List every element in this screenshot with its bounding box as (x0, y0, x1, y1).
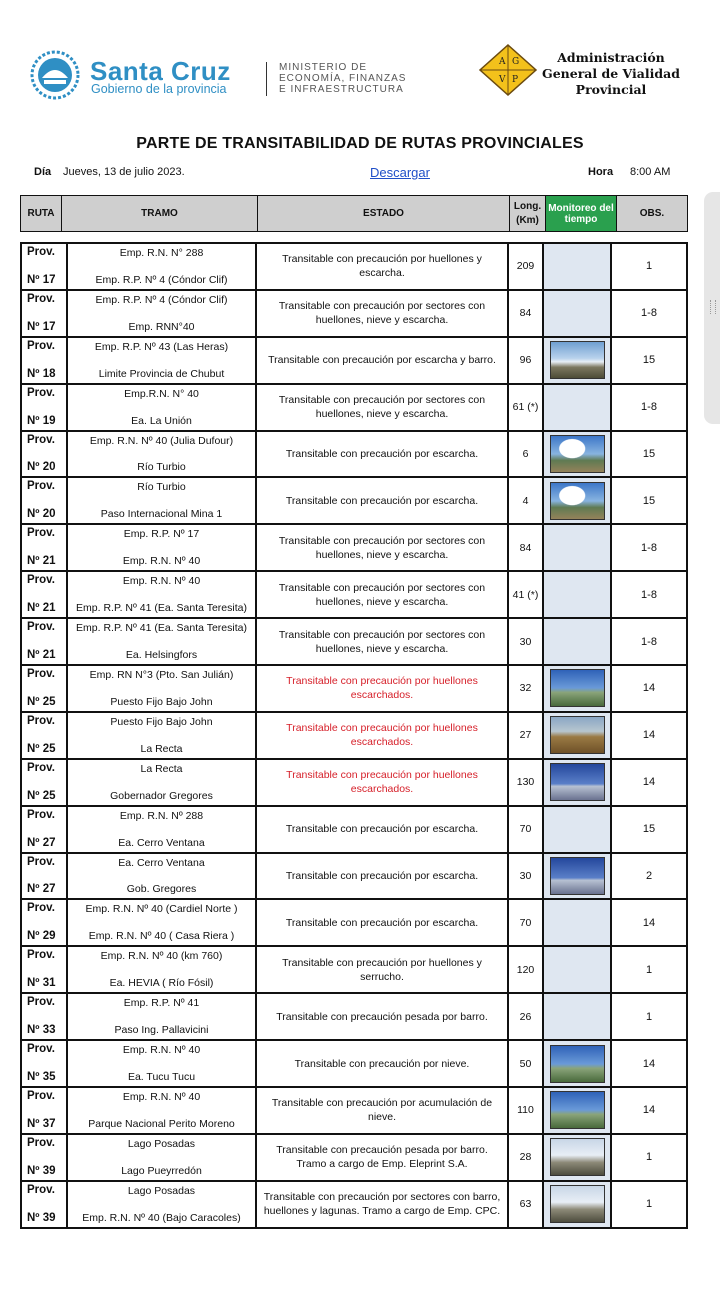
monitoreo-cell (544, 900, 612, 945)
long-cell: 110 (509, 1088, 544, 1133)
ruta-cell (22, 432, 68, 477)
header-monitoreo (546, 196, 617, 231)
monitoreo-cell (544, 947, 612, 992)
tramo-cell (68, 1135, 257, 1180)
tramo-to: Ea. Helsingfors (125, 649, 198, 662)
ruta-cell (22, 572, 68, 617)
long-cell: 50 (509, 1041, 544, 1086)
ruta-prefix: Prov. (27, 855, 55, 868)
tramo-from: Emp. R.N. Nº 40 (km 760) (100, 950, 223, 963)
tramo-to: Emp. R.N. Nº 40 (Bajo Caracoles) (82, 1211, 241, 1224)
tramo-cell (68, 900, 257, 945)
ruta-number: Nº 39 (27, 1211, 56, 1224)
table-row (22, 244, 686, 291)
estado-cell: Transitable con precaución por huellones y escarcha. (257, 244, 509, 289)
ruta-number: Nº 35 (27, 1071, 56, 1084)
long-cell: 96 (509, 338, 544, 383)
long-cell: 41 (*) (509, 572, 544, 617)
obs-cell: 1 (645, 260, 653, 273)
tramo-to: Puesto Fijo Bajo John (110, 695, 213, 708)
obs-cell: 14 (642, 776, 656, 789)
monitoreo-cell (544, 1088, 612, 1133)
ruta-number: Nº 25 (27, 742, 56, 755)
ruta-prefix: Prov. (27, 480, 55, 493)
tramo-cell (68, 1041, 257, 1086)
ruta-prefix: Prov. (27, 668, 55, 681)
ruta-number: Nº 39 (27, 1164, 56, 1177)
tramo-from: Emp. R.N. N° 288 (119, 247, 204, 259)
ruta-cell (22, 947, 68, 992)
agency-line-3: Provincial (575, 82, 647, 97)
tramo-from: Emp. R.N. Nº 40 (122, 1091, 201, 1104)
ruta-number: Nº 21 (27, 649, 56, 662)
monitoreo-cell (544, 1041, 612, 1086)
ruta-number: Nº 21 (27, 602, 56, 615)
hour-value: 8:00 AM (630, 166, 671, 178)
ruta-prefix: Prov. (27, 574, 55, 587)
ruta-number: Nº 19 (27, 414, 56, 427)
estado-cell: Transitable con precaución por escarcha. (257, 900, 509, 945)
agvp-letter-p: P (512, 75, 519, 85)
tramo-from: Emp. R.N. Nº 288 (119, 809, 204, 822)
table-header (20, 195, 688, 232)
table-row (22, 619, 686, 666)
long-cell: 61 (*) (509, 385, 544, 430)
ruta-cell (22, 1088, 68, 1133)
ruta-number: Nº 29 (27, 930, 56, 943)
tramo-from: Emp.R.N. N° 40 (124, 387, 199, 400)
long-cell: 70 (509, 807, 544, 852)
tramo-to: Emp. R.P. Nº 41 (Ea. Santa Teresita) (76, 602, 247, 615)
table-row (22, 385, 686, 432)
tramo-from: Río Turbio (137, 481, 186, 494)
table-row (22, 1041, 686, 1088)
monitoreo-cell (544, 760, 612, 805)
day-label: Día (34, 166, 52, 178)
ruta-prefix: Prov. (27, 761, 55, 774)
long-cell: 6 (509, 432, 544, 477)
ruta-number: Nº 20 (27, 508, 56, 521)
ruta-cell (22, 244, 68, 289)
ruta-cell (22, 385, 68, 430)
table-row (22, 807, 686, 854)
tramo-from: Lago Posadas (127, 1137, 196, 1150)
tramo-cell (68, 291, 257, 336)
ruta-cell (22, 666, 68, 711)
long-cell: 26 (509, 994, 544, 1039)
long-cell: 84 (509, 291, 544, 336)
ministry-line-2: ECONOMÍA, FINANZAS (279, 73, 407, 84)
tramo-to: Gobernador Gregores (110, 789, 213, 802)
estado-cell: Transitable con precaución pesada por barro. Tramo a cargo de Emp. Eleprint S.A. (257, 1135, 509, 1180)
santa-cruz-shield-icon (30, 50, 80, 100)
document-title: PARTE DE TRANSITABILIDAD DE RUTAS PROVINCIALES (136, 135, 584, 152)
long-cell: 30 (509, 619, 544, 664)
tramo-cell (68, 385, 257, 430)
tramo-from: Emp. R.P. Nº 41 (123, 997, 200, 1010)
ruta-cell (22, 478, 68, 523)
long-cell: 120 (509, 947, 544, 992)
estado-cell: Transitable con precaución por escarcha. (257, 854, 509, 899)
table-row (22, 947, 686, 994)
obs-cell: 1 (645, 1198, 653, 1211)
obs-cell: 15 (642, 354, 656, 367)
table-row (22, 525, 686, 572)
obs-cell: 1-8 (641, 635, 657, 648)
ruta-cell (22, 807, 68, 852)
monitoreo-cell (544, 338, 612, 383)
weather-camera-thumbnail[interactable] (550, 1138, 605, 1176)
monitoreo-cell (544, 807, 612, 852)
monitoreo-cell (544, 994, 612, 1039)
tramo-from: Emp. R.N. Nº 40 (122, 575, 201, 588)
grip-icon (710, 300, 716, 314)
ruta-cell (22, 1182, 68, 1227)
obs-cell: 14 (642, 729, 656, 742)
ruta-prefix: Prov. (27, 1183, 55, 1196)
ruta-cell (22, 854, 68, 899)
table-row (22, 291, 686, 338)
obs-cell: 15 (642, 448, 656, 460)
tramo-to: Limite Provincia de Chubut (98, 367, 225, 380)
table-row (22, 1135, 686, 1182)
obs-cell: 14 (642, 1057, 656, 1070)
tramo-cell (68, 338, 257, 383)
header-monitoreo-line-1: Monitoreo del (548, 202, 614, 214)
table-row (22, 666, 686, 713)
ruta-cell (22, 994, 68, 1039)
header-long-line-1: Long. (513, 200, 542, 212)
ruta-cell (22, 291, 68, 336)
monitoreo-cell (544, 432, 612, 477)
header-tramo: TRAMO (62, 196, 258, 231)
obs-cell: 14 (642, 916, 656, 929)
tramo-cell (68, 760, 257, 805)
estado-cell: Transitable con precaución por huellones y serrucho. (257, 947, 509, 992)
long-cell: 4 (509, 478, 544, 523)
tramo-to: Río Turbio (137, 461, 186, 474)
ministry-label (279, 62, 406, 95)
obs-cell: 1-8 (641, 401, 657, 414)
ruta-prefix: Prov. (27, 808, 55, 821)
ruta-number: Nº 17 (27, 273, 56, 286)
weather-camera-thumbnail[interactable] (550, 435, 605, 473)
tramo-from: La Recta (140, 762, 183, 775)
long-cell: 130 (509, 760, 544, 805)
ruta-number: Nº 17 (27, 320, 56, 333)
tramo-from: Emp. R.N. Nº 40 (Julia Dufour) (89, 434, 234, 447)
agvp-letter-v: V (499, 75, 506, 85)
agvp-letter-g: G (512, 57, 520, 67)
agency-name (540, 50, 682, 98)
estado-cell: Transitable con precaución por escarcha. (257, 478, 509, 523)
table-row (22, 572, 686, 619)
ruta-number: Nº 27 (27, 836, 56, 849)
ministry-line-1: MINISTERIO DE (279, 62, 368, 73)
table-row (22, 478, 686, 525)
tramo-to: Ea. HEVIA ( Río Fósil) (109, 977, 214, 990)
tramo-from: Emp. R.N. Nº 40 (122, 1044, 201, 1057)
estado-cell: Transitable con precaución por escarcha. (257, 807, 509, 852)
obs-cell: 2 (645, 870, 653, 883)
estado-cell: Transitable con precaución por sectores con huellones, nieve y escarcha. (257, 385, 509, 430)
tramo-to: Gob. Gregores (126, 883, 197, 896)
ruta-number: Nº 18 (27, 367, 56, 380)
obs-cell: 1-8 (641, 541, 657, 554)
tramo-cell (68, 854, 257, 899)
header-estado: ESTADO (258, 196, 510, 231)
estado-cell: Transitable con precaución por sectores con barro, huellones y lagunas. Tramo a cargo de Emp. CPC. (257, 1182, 509, 1227)
tramo-to: Ea. La Unión (131, 414, 192, 427)
header-divider (266, 62, 267, 96)
monitoreo-cell (544, 1135, 612, 1180)
tramo-cell (68, 1088, 257, 1133)
table-row (22, 338, 686, 385)
agvp-diamond-logo-icon (478, 44, 538, 96)
weather-camera-thumbnail[interactable] (550, 669, 605, 707)
ruta-prefix: Prov. (27, 292, 55, 305)
table-row (22, 854, 686, 901)
obs-cell: 15 (642, 823, 656, 836)
estado-cell: Transitable con precaución por acumulación de nieve. (257, 1088, 509, 1133)
ruta-prefix: Prov. (27, 246, 55, 258)
ruta-prefix: Prov. (27, 1043, 55, 1056)
ruta-prefix: Prov. (27, 1136, 55, 1149)
monitoreo-cell (544, 525, 612, 570)
ruta-cell (22, 1041, 68, 1086)
tramo-cell (68, 994, 257, 1039)
ruta-prefix: Prov. (27, 527, 55, 540)
ruta-number: Nº 27 (27, 883, 56, 896)
tramo-cell (68, 572, 257, 617)
tramo-to: Parque Nacional Perito Moreno (88, 1117, 235, 1130)
table-row (22, 1182, 686, 1227)
monitoreo-cell (544, 291, 612, 336)
tramo-from: Puesto Fijo Bajo John (110, 715, 213, 728)
monitoreo-cell (544, 385, 612, 430)
ruta-cell (22, 713, 68, 758)
ruta-number: Nº 31 (27, 977, 56, 990)
tramo-to: Emp. RNN°40 (128, 320, 195, 333)
weather-camera-thumbnail[interactable] (550, 857, 605, 895)
monitoreo-cell (544, 619, 612, 664)
obs-cell: 1-8 (641, 307, 657, 320)
document-header (0, 0, 720, 120)
tramo-cell (68, 619, 257, 664)
ruta-prefix: Prov. (27, 902, 55, 915)
tramo-to: Ea. Cerro Ventana (118, 836, 205, 849)
obs-cell: 15 (642, 494, 656, 507)
obs-cell: 1 (645, 1151, 653, 1164)
estado-cell: Transitable con precaución por huellones escarchados. (257, 666, 509, 711)
weather-camera-thumbnail[interactable] (550, 763, 605, 801)
long-cell: 32 (509, 666, 544, 711)
tramo-from: Emp. R.P. Nº 43 (Las Heras) (94, 340, 229, 353)
weather-camera-thumbnail[interactable] (550, 341, 605, 379)
ruta-number: Nº 25 (27, 695, 56, 708)
hour-label: Hora (588, 166, 614, 178)
obs-cell: 1-8 (641, 588, 657, 601)
long-cell: 70 (509, 900, 544, 945)
tramo-from: Emp. R.N. Nº 40 (Cardiel Norte ) (85, 903, 238, 916)
ruta-prefix: Prov. (27, 433, 55, 446)
tramo-cell (68, 807, 257, 852)
monitoreo-cell (544, 666, 612, 711)
tramo-from: Emp. R.P. Nº 17 (123, 528, 200, 541)
tramo-from: Emp. R.P. Nº 4 (Cóndor Clif) (95, 293, 228, 306)
tramo-cell (68, 244, 257, 289)
long-cell: 27 (509, 713, 544, 758)
agency-line-2: General de Vialidad (542, 66, 680, 81)
agvp-letter-a: A (499, 57, 506, 67)
tramo-to: Paso Ing. Pallavicini (114, 1024, 209, 1037)
tramo-to: Emp. R.P. Nº 4 (Cóndor Clif) (95, 273, 228, 286)
tramo-from: Lago Posadas (127, 1184, 196, 1197)
monitoreo-cell (544, 854, 612, 899)
estado-cell: Transitable con precaución por escarcha y barro. (257, 338, 509, 383)
header-monitoreo-line-2: tiempo (564, 213, 598, 225)
tramo-cell (68, 947, 257, 992)
estado-cell: Transitable con precaución por sectores con huellones, nieve y escarcha. (257, 572, 509, 617)
ruta-cell (22, 900, 68, 945)
ruta-prefix: Prov. (27, 949, 55, 962)
monitoreo-cell (544, 713, 612, 758)
tramo-to: Ea. Tucu Tucu (127, 1071, 196, 1084)
monitoreo-cell (544, 244, 612, 289)
tramo-from: Emp. R.P. Nº 41 (Ea. Santa Teresita) (76, 622, 247, 635)
estado-cell: Transitable con precaución pesada por barro. (257, 994, 509, 1039)
estado-cell: Transitable con precaución por sectores con huellones, nieve y escarcha. (257, 291, 509, 336)
table-row (22, 1088, 686, 1135)
ruta-cell (22, 760, 68, 805)
ruta-prefix: Prov. (27, 386, 55, 399)
ruta-prefix: Prov. (27, 621, 55, 634)
weather-camera-thumbnail[interactable] (550, 716, 605, 754)
ruta-number: Nº 20 (27, 461, 56, 474)
tramo-cell (68, 666, 257, 711)
ruta-cell (22, 1135, 68, 1180)
tramo-cell (68, 432, 257, 477)
obs-cell: 1 (645, 1010, 653, 1023)
long-cell: 209 (509, 244, 544, 289)
ministry-line-3: E INFRAESTRUCTURA (279, 84, 404, 95)
header-long (510, 196, 546, 231)
table-row (22, 994, 686, 1041)
ruta-number: Nº 21 (27, 555, 56, 568)
province-subtitle: Gobierno de la provincia (91, 82, 227, 96)
tramo-to: La Recta (140, 742, 183, 755)
estado-cell: Transitable con precaución por huellones escarchados. (257, 713, 509, 758)
weather-camera-thumbnail[interactable] (550, 482, 605, 520)
tramo-to: Lago Pueyrredón (121, 1164, 202, 1177)
ruta-number: Nº 33 (27, 1024, 56, 1037)
routes-table (20, 242, 688, 1229)
ruta-cell (22, 525, 68, 570)
table-row (22, 760, 686, 807)
tramo-cell (68, 478, 257, 523)
long-cell: 28 (509, 1135, 544, 1180)
monitoreo-cell (544, 478, 612, 523)
ruta-number: Nº 37 (27, 1117, 56, 1130)
tramo-to: Paso Internacional Mina 1 (100, 508, 223, 521)
header-ruta: RUTA (21, 196, 62, 231)
ruta-cell (22, 619, 68, 664)
estado-cell: Transitable con precaución por sectores con huellones, nieve y escarcha. (257, 619, 509, 664)
estado-cell: Transitable con precaución por huellones escarchados. (257, 760, 509, 805)
province-name: Santa Cruz (90, 56, 231, 86)
weather-camera-thumbnail[interactable] (550, 1091, 605, 1129)
table-row (22, 900, 686, 947)
ruta-prefix: Prov. (27, 996, 55, 1009)
weather-camera-thumbnail[interactable] (550, 1185, 605, 1223)
tramo-from: Ea. Cerro Ventana (118, 856, 205, 869)
estado-cell: Transitable con precaución por sectores con huellones, nieve y escarcha. (257, 525, 509, 570)
monitoreo-cell (544, 1182, 612, 1227)
day-value: Jueves, 13 de julio 2023. (63, 166, 185, 178)
long-cell: 30 (509, 854, 544, 899)
tramo-to: Emp. R.N. Nº 40 ( Casa Riera ) (88, 930, 235, 943)
agency-line-1: Administración (557, 50, 665, 65)
obs-cell: 14 (642, 682, 656, 695)
header-long-line-2: (Km) (516, 214, 539, 226)
long-cell: 63 (509, 1182, 544, 1227)
obs-cell: 1 (645, 963, 653, 976)
obs-cell: 14 (642, 1104, 656, 1117)
estado-cell: Transitable con precaución por escarcha. (257, 432, 509, 477)
table-row (22, 432, 686, 479)
ruta-prefix: Prov. (27, 339, 55, 352)
ruta-cell (22, 338, 68, 383)
header-obs: OBS. (617, 196, 687, 231)
ruta-number: Nº 25 (27, 789, 56, 802)
ruta-prefix: Prov. (27, 714, 55, 727)
table-row (22, 713, 686, 760)
estado-cell: Transitable con precaución por nieve. (257, 1041, 509, 1086)
tramo-cell (68, 525, 257, 570)
tramo-to: Emp. R.N. Nº 40 (122, 555, 201, 568)
tramo-cell (68, 713, 257, 758)
monitoreo-cell (544, 572, 612, 617)
download-link[interactable]: Descargar (370, 165, 430, 180)
long-cell: 84 (509, 525, 544, 570)
tramo-cell (68, 1182, 257, 1227)
weather-camera-thumbnail[interactable] (550, 1045, 605, 1083)
ruta-prefix: Prov. (27, 1090, 55, 1103)
tramo-from: Emp. RN N°3 (Pto. San Julián) (89, 669, 234, 682)
